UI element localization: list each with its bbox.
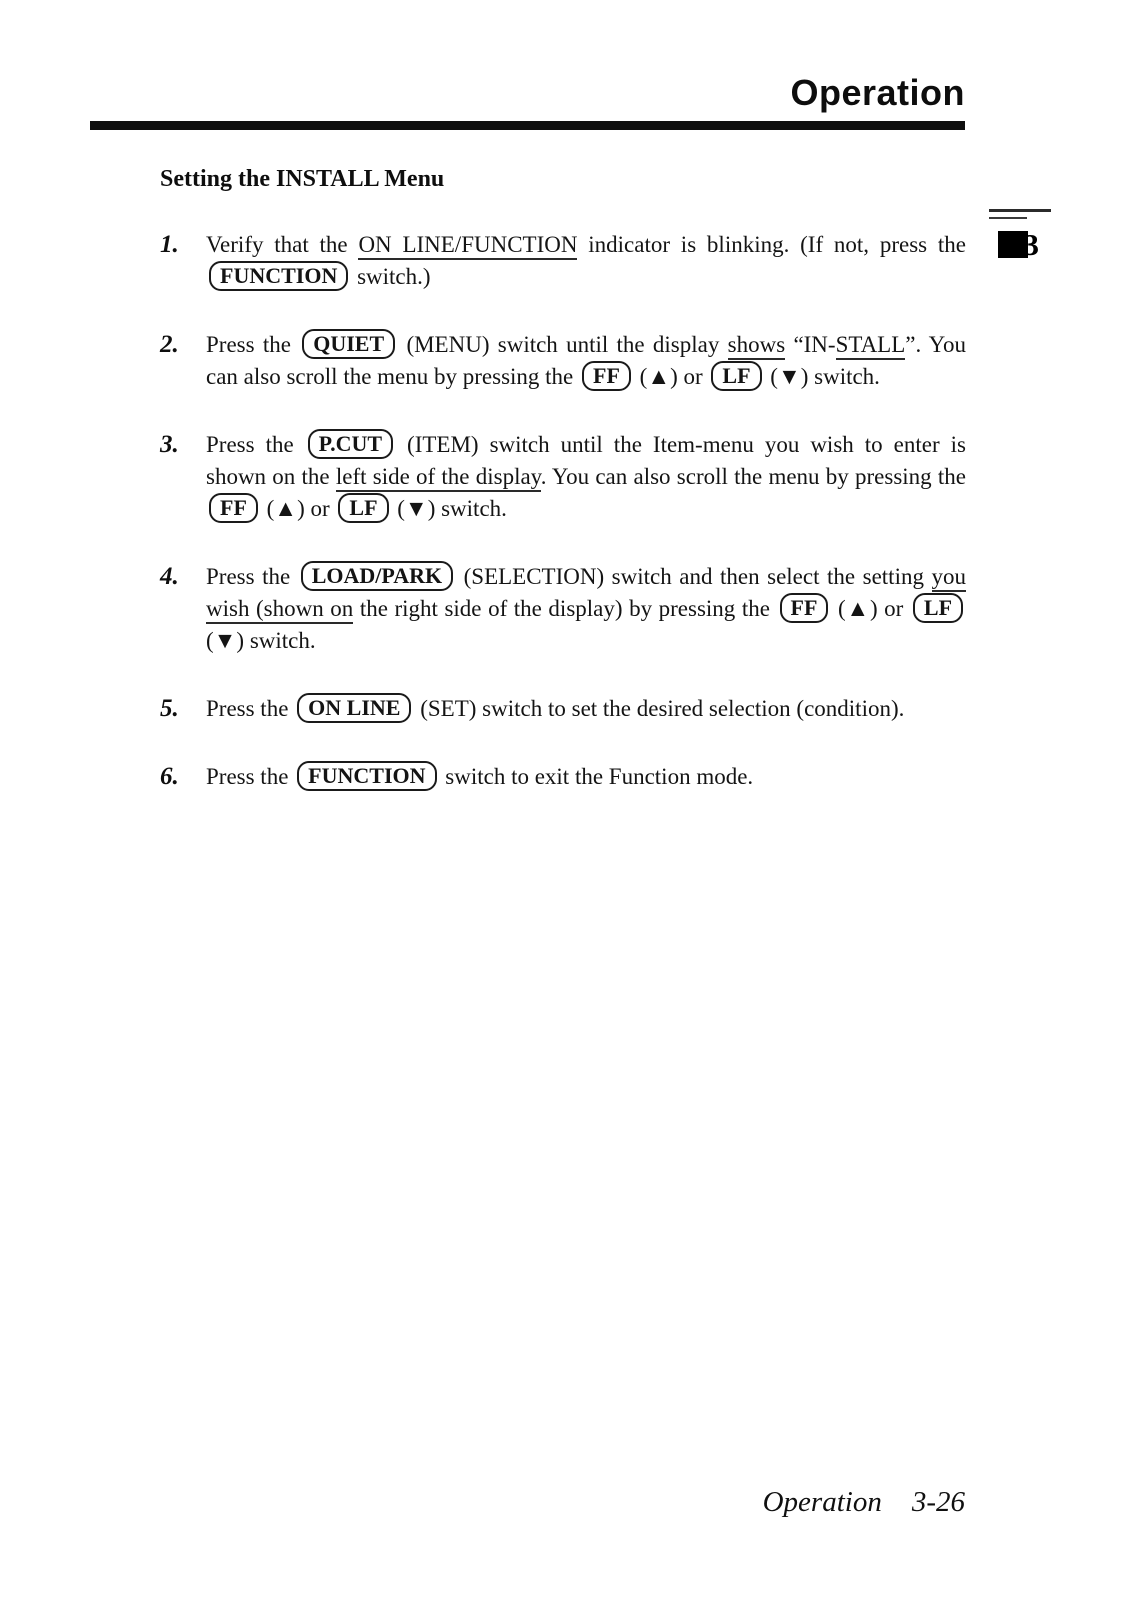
text-segment: switch.) (351, 264, 431, 289)
step-text (206, 761, 966, 793)
text-segment: switch to exit the Function mode. (439, 764, 754, 789)
text-segment: (SET) switch to set the desired selection (condition). (414, 696, 905, 721)
step-number: 4. (160, 563, 179, 590)
text-segment: left side of the display (336, 464, 541, 492)
text-segment: the right side of the display) by pressing the (353, 596, 777, 621)
step (160, 761, 966, 793)
text-segment: . You can also scroll the menu by pressing the (540, 464, 966, 489)
tab-divider-line-short (989, 217, 1027, 219)
switch-button-quiet: QUIET (302, 329, 395, 359)
tab-divider-line (989, 209, 1051, 212)
text-segment: Press the (206, 432, 305, 457)
text-segment: (▲) or (831, 596, 910, 621)
step-number: 6. (160, 763, 179, 790)
text-segment: (▼) switch. (391, 496, 507, 521)
step-text (206, 429, 966, 525)
text-segment: shows (728, 332, 786, 360)
page-header-title: Operation (790, 72, 965, 113)
switch-button-lf: LF (711, 361, 761, 391)
text-segment: “IN- (785, 332, 836, 357)
steps-list (160, 229, 966, 793)
footer-page-number: 3-26 (911, 1486, 965, 1518)
text-segment: (▲) or (260, 496, 336, 521)
switch-button-lf: LF (338, 493, 388, 523)
footer-section-label: Operation (762, 1486, 882, 1518)
step (160, 561, 966, 657)
switch-button-ff: FF (582, 361, 631, 391)
text-segment: ”. You can also scroll the menu by pressing the (206, 332, 966, 389)
section-title: Setting the INSTALL Menu (160, 166, 445, 192)
switch-button-load-park: LOAD/PARK (301, 561, 453, 591)
text-segment: Press the (206, 696, 295, 721)
text-segment: (SELECTION) switch and then select the setting (456, 564, 932, 589)
step-text (206, 329, 966, 393)
text-segment: (▼) switch. (764, 364, 880, 389)
text-segment: STALL (836, 332, 906, 360)
text-segment: indicator is blinking. (If not, press the (577, 232, 966, 257)
text-segment: Press the (206, 764, 295, 789)
step-text (206, 693, 966, 725)
header-rule (90, 121, 965, 130)
text-segment: (ITEM) switch until the Item-menu you wish to enter is shown on the (206, 432, 966, 489)
page-footer (763, 1486, 965, 1519)
switch-button-function: FUNCTION (297, 761, 436, 791)
step (160, 329, 966, 393)
text-segment: Press the (206, 564, 298, 589)
switch-button-function: FUNCTION (209, 261, 348, 291)
text-segment: (MENU) switch until the display (398, 332, 728, 357)
step-number: 2. (160, 331, 179, 358)
step-number: 3. (160, 431, 179, 458)
text-segment: Verify that the (206, 232, 359, 257)
switch-button-on-line: ON LINE (297, 693, 411, 723)
step (160, 429, 966, 525)
step (160, 693, 966, 725)
text-segment: you wish (shown on (206, 564, 966, 624)
text-segment: (▲) or (633, 364, 709, 389)
step (160, 229, 966, 293)
switch-button-ff: FF (780, 593, 829, 623)
chapter-tab-number: 3 (1023, 227, 1039, 262)
step-number: 5. (160, 695, 179, 722)
step-text (206, 229, 966, 293)
chapter-tab (998, 227, 1040, 262)
step-number: 1. (160, 231, 179, 258)
text-segment: ON LINE/FUNCTION (358, 232, 577, 260)
switch-button-ff: FF (209, 493, 258, 523)
step-text (206, 561, 966, 657)
switch-button-lf: LF (913, 593, 963, 623)
text-segment: Press the (206, 332, 300, 357)
page-content (160, 166, 966, 793)
switch-button-p-cut: P.CUT (308, 429, 393, 459)
text-segment: (▼) switch. (206, 628, 316, 653)
